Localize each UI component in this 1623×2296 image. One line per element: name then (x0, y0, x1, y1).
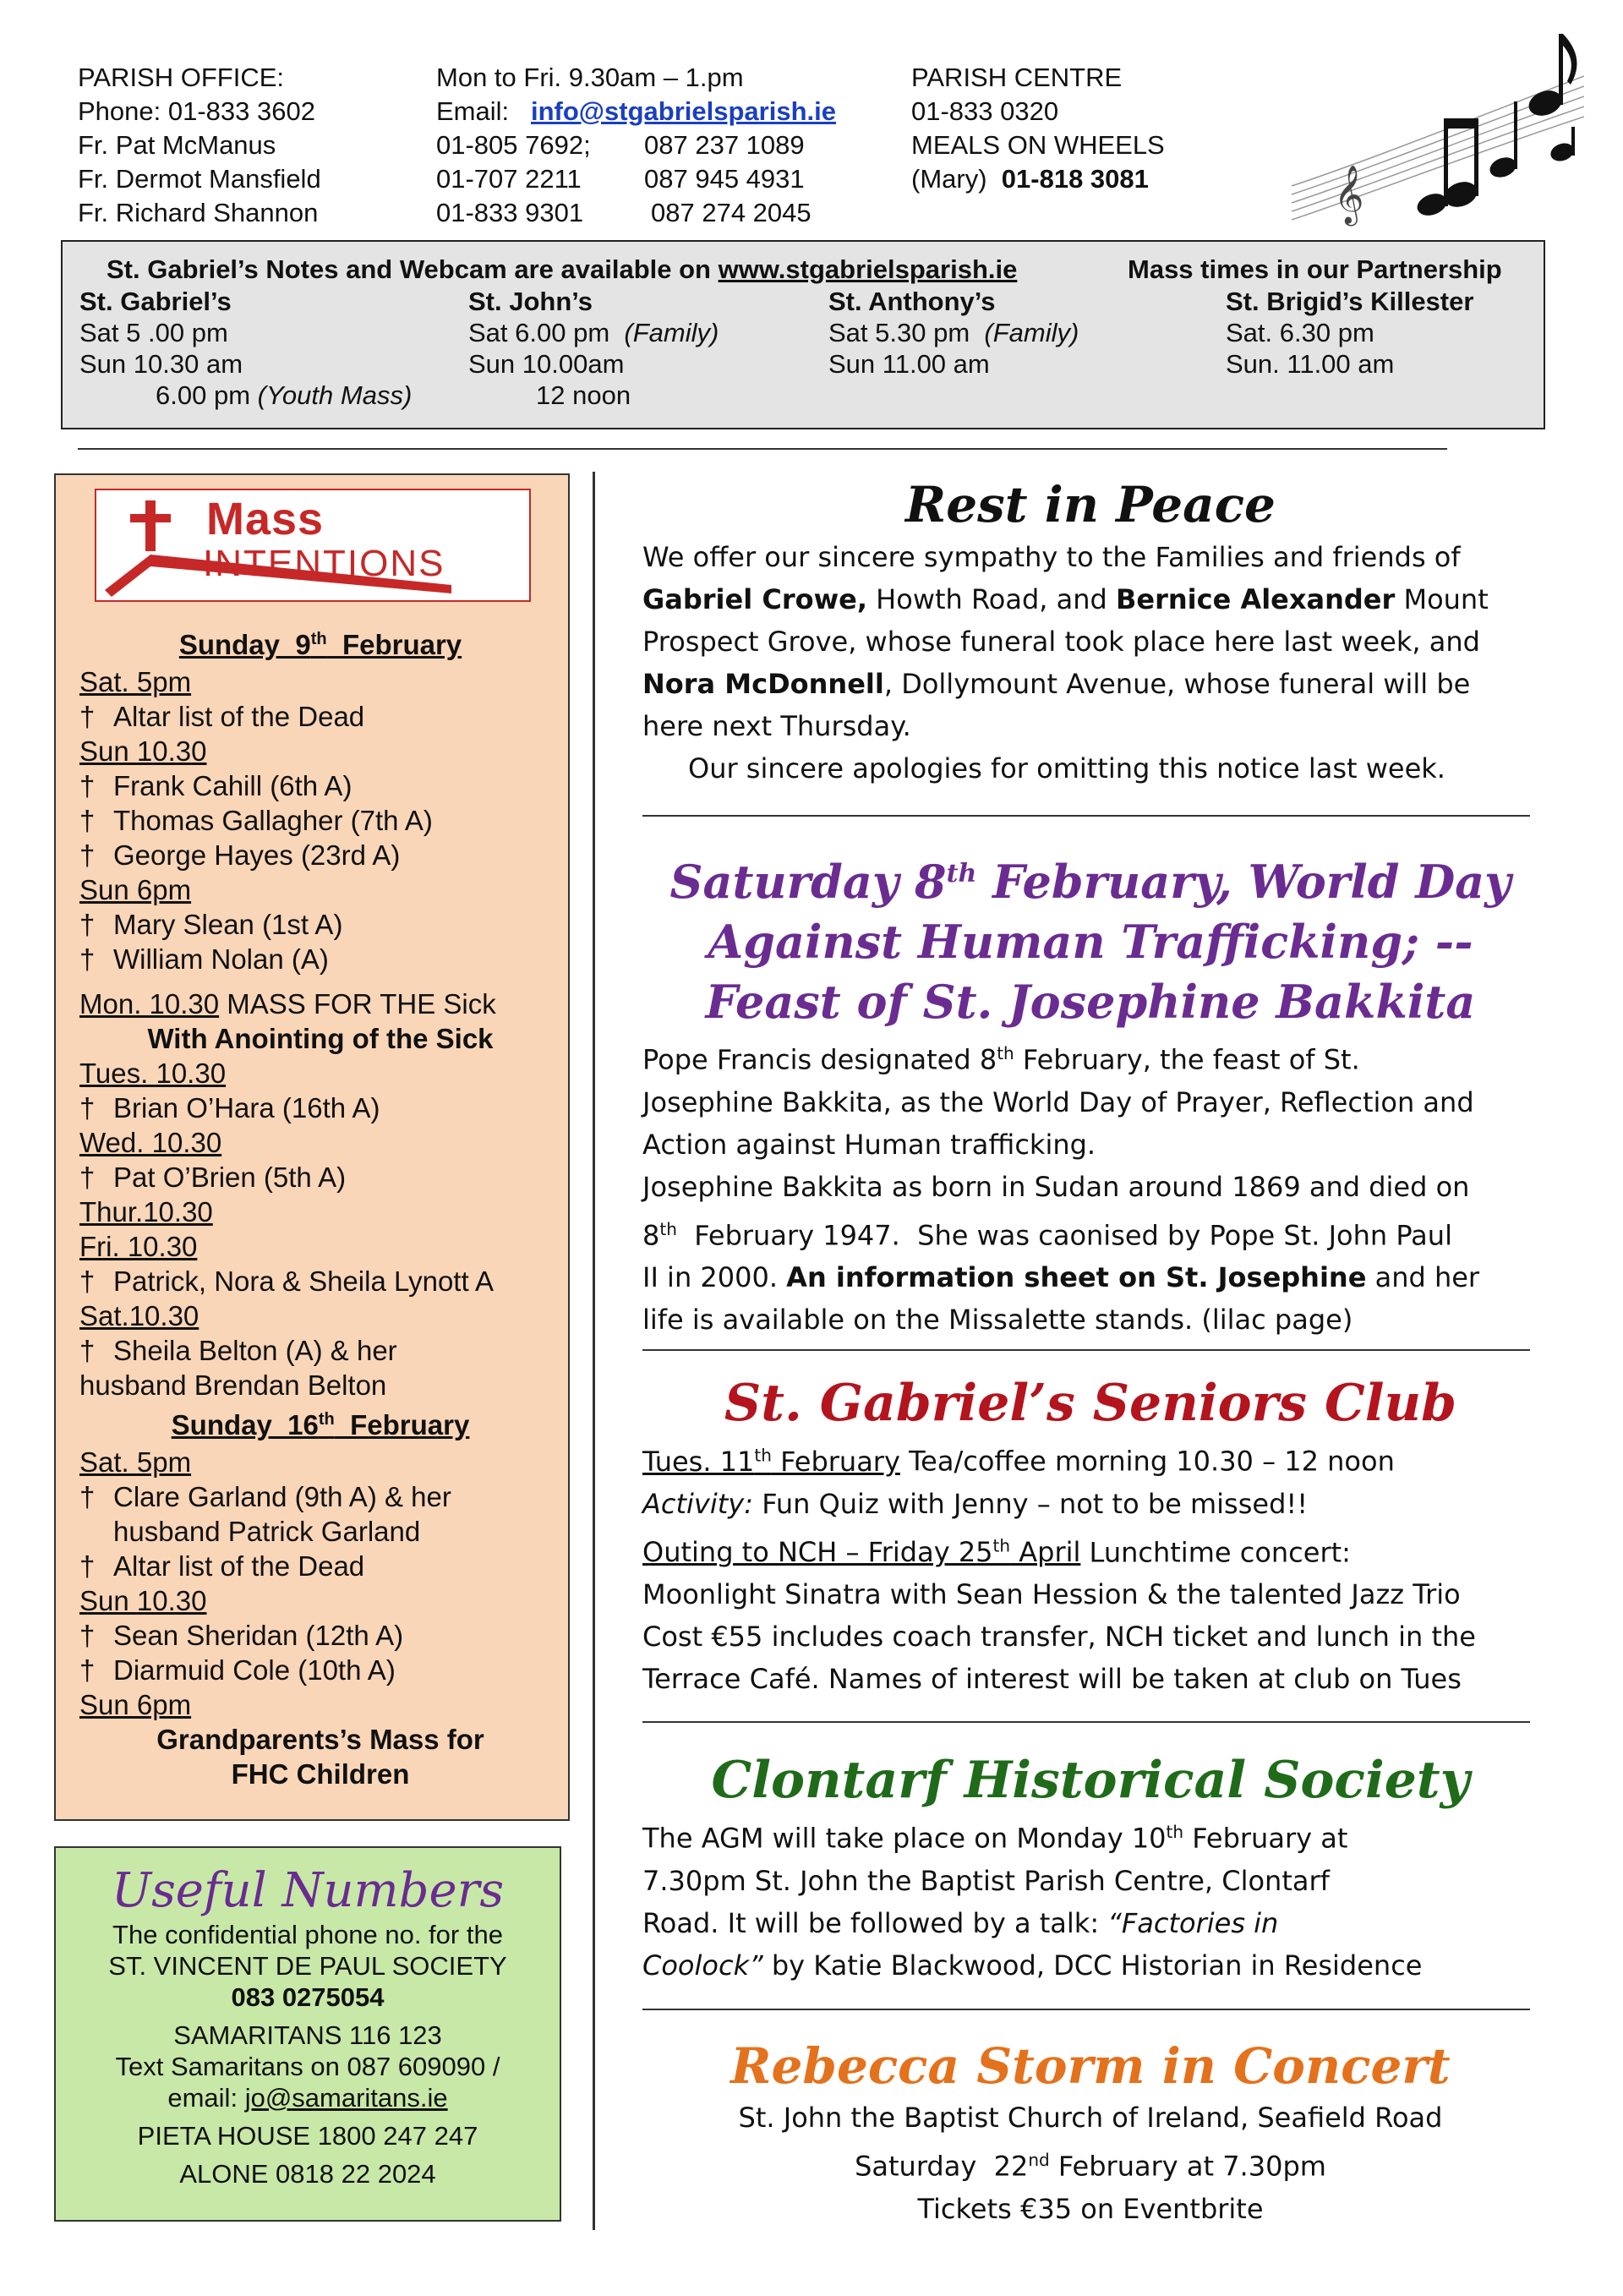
intention-item-cont: husband Patrick Garland (113, 1516, 421, 1547)
cross-icon: † (79, 1335, 96, 1366)
cross-icon: † (79, 1092, 96, 1123)
svp-phone: 083 0275054 (231, 1982, 385, 2012)
cross-icon: † (79, 839, 96, 871)
article-title: Feast of St. Josephine Bakkita (705, 975, 1476, 1029)
column-divider (593, 472, 595, 2230)
historical-society-article (642, 1750, 1538, 1987)
st-john-times (468, 286, 719, 411)
svp-line: ST. VINCENT DE PAUL SOCIETY (108, 1951, 507, 1981)
samaritans-text-line: Text Samaritans on 087 609090 / (115, 2052, 500, 2081)
intention-item: † Sheila Belton (A) & her (79, 1335, 397, 1366)
intention-item: † Mary Slean (1st A) (79, 909, 343, 940)
divider-line (78, 448, 1447, 450)
mass-slot: Sat. 5pm (79, 666, 192, 697)
mass-slot: Sun 10.30 (79, 735, 207, 767)
mobile-number: 087 945 4931 (644, 164, 805, 194)
article-body: The AGM will take place on Monday 10th February at 7.30pm St. John the Baptist Parish Centre, Clontarf Road. It will be followed by a talk: “Factories in Coolock” by Katie Blackwood, DCC Historian in Residence (642, 1822, 1423, 1982)
trafficking-article (642, 844, 1538, 1341)
intention-item: † Clare Garland (9th A) & her (79, 1481, 451, 1512)
priest-name: Fr. Pat McManus (78, 130, 276, 160)
intention-item: † Brian O’Hara (16th A) (79, 1092, 380, 1123)
church-name: St. Gabriel’s (79, 287, 232, 316)
meals-label: MEALS ON WHEELS (911, 130, 1165, 160)
mass-slot: Thur.10.30 (79, 1196, 213, 1227)
mass-time: Sat 5.30 pm (Family) (828, 318, 1079, 347)
mass-time: Sat. 6.30 pm (1226, 318, 1374, 347)
alone-line: ALONE 0818 22 2024 (179, 2159, 436, 2189)
office-label: PARISH OFFICE: (78, 63, 285, 92)
intention-item: † Patrick, Nora & Sheila Lynott A (79, 1266, 494, 1297)
cross-icon: † (79, 943, 96, 975)
services-column (911, 61, 1165, 196)
intention-item-cont: husband Brendan Belton (79, 1369, 387, 1401)
monday-mass: Mon. 10.30 MASS FOR THE Sick (79, 988, 496, 1020)
intention-item: † Frank Cahill (6th A) (79, 770, 352, 801)
office-phone: Phone: 01-833 3602 (78, 96, 315, 126)
mass-slot: Sat. 5pm (79, 1446, 192, 1478)
samaritans-email-row: email: jo@samaritans.ie (167, 2083, 448, 2113)
meals-contact: (Mary) 01-818 3081 (911, 164, 1149, 194)
intention-item: † Sean Sheridan (12th A) (79, 1620, 404, 1651)
concert-article (642, 2036, 1538, 2230)
cross-icon: † (79, 909, 96, 940)
mass-time: 12 noon (536, 380, 631, 410)
article-title: Rest in Peace (905, 476, 1276, 533)
mass-intentions-panel (54, 473, 570, 1821)
mass-slot: Fri. 10.30 (79, 1231, 198, 1262)
mass-intentions-logo (95, 489, 531, 602)
church-name: St. Brigid’s Killester (1226, 287, 1474, 316)
cross-icon: † (79, 1654, 96, 1686)
divider-line (642, 1349, 1530, 1351)
parish-centre-label: PARISH CENTRE (911, 63, 1123, 92)
cross-icon: † (79, 805, 96, 836)
article-title: Rebecca Storm in Concert (730, 2037, 1451, 2095)
special-mass-note: Grandparents’s Mass for (156, 1724, 484, 1755)
mass-time: Sat 6.00 pm (Family) (468, 318, 719, 347)
mass-slot: Sat.10.30 (79, 1300, 199, 1331)
intention-item: † William Nolan (A) (79, 943, 329, 975)
logo-text-mass: Mass (206, 494, 325, 544)
parish-contact-header (78, 61, 1278, 238)
article-title: St. Gabriel’s Seniors Club (724, 1374, 1457, 1433)
cross-icon: † (79, 770, 96, 801)
article-title: Clontarf Historical Society (711, 1751, 1470, 1810)
pieta-line: PIETA HOUSE 1800 247 247 (137, 2121, 478, 2151)
rest-in-peace-article (642, 473, 1538, 790)
mobile-column (644, 128, 812, 230)
mass-slot: Sun 6pm (79, 1689, 192, 1720)
article-title: Against Human Trafficking; -- (708, 915, 1473, 969)
mass-slot: Sun 10.30 (79, 1585, 207, 1616)
mass-slot: Sun 6pm (79, 874, 192, 905)
divider-line (642, 2009, 1530, 2010)
priest-name: Fr. Richard Shannon (78, 198, 319, 227)
cross-icon: † (79, 1550, 96, 1582)
article-body: Pope Francis designated 8th February, the feast of St. Josephine Bakkita, as the World Day of Prayer, Reflection and Action against Human trafficking. Josephine Bakkita as born in Sudan around 1869 and died on 8th February 1947. She was caonised by Pope St. John Paul II in 2000. An information sheet on St. Josephine and her life is available on the Missalette stands. (lilac page) (642, 1043, 1480, 1337)
sunday-heading: Sunday 16th February (171, 1409, 470, 1440)
office-hours: Mon to Fri. 9.30am – 1.pm (436, 63, 744, 92)
logo-text-intentions: INTENTIONS (203, 543, 445, 584)
cross-icon: † (79, 1162, 96, 1193)
mass-slot: Tues. 10.30 (79, 1058, 227, 1089)
partnership-title: Mass times in our Partnership (1128, 254, 1502, 284)
special-mass-note: FHC Children (231, 1758, 410, 1790)
svg-text:𝄞: 𝄞 (1334, 165, 1364, 224)
intention-item: † Thomas Gallagher (7th A) (79, 805, 433, 836)
parish-centre-phone: 01-833 0320 (911, 96, 1059, 126)
intentions-list (79, 622, 561, 1791)
anointing-note: With Anointing of the Sick (147, 1023, 494, 1054)
divider-line (642, 1721, 1530, 1723)
useful-numbers-title: Useful Numbers (111, 1863, 505, 1918)
mass-time: Sun. 11.00 am (1226, 349, 1395, 379)
mass-time: Sun 11.00 am (828, 349, 990, 379)
intention-item: † Pat O’Brien (5th A) (79, 1162, 347, 1193)
webcam-notice: St. Gabriel’s Notes and Webcam are available on www.stgabrielsparish.ie (107, 254, 1018, 284)
landline: 01-707 2211 (436, 164, 582, 194)
music-notes-icon (1266, 25, 1584, 237)
mass-slot: Wed. 10.30 (79, 1127, 222, 1158)
seniors-club-article (642, 1373, 1538, 1700)
article-body: St. John the Baptist Church of Ireland, Seafield Road Saturday 22nd February at 7.30pm Tickets €35 on Eventbrite (738, 2102, 1443, 2225)
article-body: Tues. 11th February Tea/coffee morning 10.30 – 12 noon Activity: Fun Quiz with Jenny – not to be missed!! Outing to NCH – Friday 25th April Lunchtime concert: Moonlight Sinatra with Sean Hession & the talented Jazz Trio Cost €55 includes coach transfer, NCH ticket and lunch in the Terrace Café. Names of interest will be taken at club on Tues (642, 1445, 1476, 1696)
article-body: We offer our sincere sympathy to the Families and friends of Gabriel Crowe, Howth Road, and Bernice Alexander Mount Prospect Grove, whose funeral took place here last week, and Nora McDonnell, Dollymount Avenue, whose funeral will be here next Thursday. Our sincere apologies for omitting this notice last week. (642, 541, 1489, 784)
intention-item: † George Hayes (23rd A) (79, 839, 401, 871)
mass-time: Sat 5 .00 pm (79, 318, 228, 347)
mass-time: Sun 10.00am (468, 349, 625, 379)
samaritans-line: SAMARITANS 116 123 (173, 2020, 442, 2050)
priest-name: Fr. Dermot Mansfield (78, 164, 321, 194)
intention-item: † Altar list of the Dead (79, 1550, 365, 1582)
mass-times-box (61, 240, 1545, 429)
mobile-number: 087 237 1089 (644, 130, 805, 160)
church-name: St. John’s (468, 287, 593, 316)
useful-numbers-panel (54, 1846, 561, 2222)
intention-item: † Diarmuid Cole (10th A) (79, 1654, 396, 1686)
mass-time: Sun 10.30 am (79, 349, 243, 379)
samaritans-email-link[interactable]: jo@samaritans.ie (244, 2083, 448, 2113)
youth-mass-time: 6.00 pm (Youth Mass) (156, 380, 413, 410)
divider-line (642, 815, 1530, 817)
cross-icon: † (79, 701, 96, 732)
st-anthony-times (828, 286, 1079, 380)
office-email-link[interactable]: info@stgabrielsparish.ie (530, 96, 836, 126)
st-gabriel-times (79, 286, 412, 411)
cross-icon: † (79, 1481, 96, 1512)
st-brigid-times (1226, 286, 1473, 380)
sunday-heading: Sunday 9th February (178, 629, 462, 660)
landline: 01-805 7692; (436, 130, 591, 160)
intention-item: † Altar list of the Dead (79, 701, 365, 732)
contact-names-column (78, 61, 321, 230)
landline: 01-833 9301 (436, 198, 584, 227)
svp-line: The confidential phone no. for the (112, 1920, 503, 1949)
cross-icon: † (79, 1620, 96, 1651)
mobile-number: 087 274 2045 (651, 198, 812, 227)
article-title: Saturday 8th February, World Day (669, 855, 1511, 909)
church-name: St. Anthony’s (828, 287, 996, 316)
website-link[interactable]: www.stgabrielsparish.ie (718, 254, 1018, 284)
cross-icon: † (79, 1266, 96, 1297)
email-row: Email: info@stgabrielsparish.ie (436, 96, 836, 126)
